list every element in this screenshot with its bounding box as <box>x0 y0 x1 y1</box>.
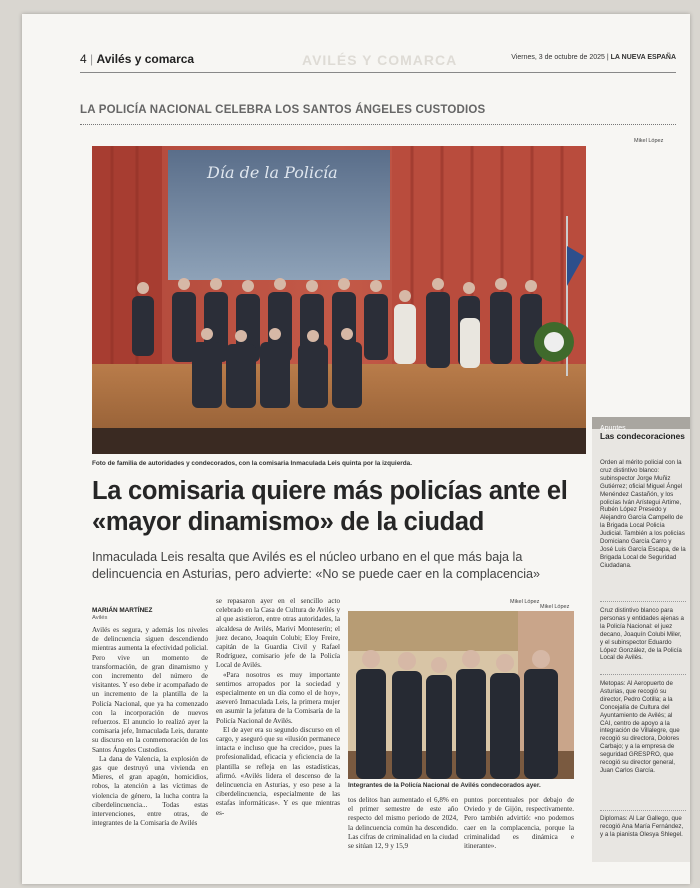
paragraph: puntos porcentuales por debajo de Oviedo y de Gijón, respectivamente. Pero también advirtió: «no podemos caer en la complacencia, porque la criminalidad es dinámica e itinerante». <box>464 796 574 851</box>
sidebar-block-metopas: Metopas: Al Aeropuerto de Asturias, que recogió su director, Pedro Cotilla; a la Concejalía de Cultura del Ayuntamiento de Avilés; al CAI, centro de apoyo a la integración de Villalegre, que recogió su directora, Dolores Carbajo; y a la empresa de seguridad GRESPRO, que recogió su director general, Juan Carlos García. <box>600 680 680 774</box>
topic-banner <box>80 100 676 125</box>
paragraph: Avilés es segura, y además los niveles de delincuencia siguen descendiendo mientras aumenta la efectividad policial. Pero vive un momento de transformación, de gran dinamismo y con incremento del número de visitantes. Y eso debe ir acompañado de un incremento de la plantilla de la Policía Nacional, que ya ha comenzado con la incorporación de nuevos refuerzos. El anuncio lo realizó ayer la comisaria jefe, Inmaculada Leis, durante su discurso en la conmemoración de los Santos Ángeles Custodios. <box>92 626 208 754</box>
paragraph: La dana de Valencia, la explosión de gas que destruyó una vivienda en Mieres, el gran apagón, homicidios, robos, la atención a las víctimas de violencia de género, la lucha contra la ciberdelincuencia... Todas estas intervenciones, entre otras, de integrantes de la Comisaría de Avilés <box>92 754 208 828</box>
author-place: Avilés <box>92 615 108 621</box>
sidebar-block-diplomas: Diplomas: Al Lar Gallego, que recogió Ana María Fernández, y a la pianista Olesya Shlegel. <box>600 815 684 838</box>
issue-date: Viernes, 3 de octubre de 2025 <box>511 54 605 61</box>
newspaper-page <box>22 14 690 884</box>
paragraph: El de ayer era su segundo discurso en el cargo, y aseguró que su «ilusión permanece intacta e incluso que ha crecido», pues la profesionalidad, eficacia y eficiencia de la plantilla se refleja en las estadísticas, afirmó. «Avilés lidera el descenso de la delincuencia en Asturias, y eso pese a la ciberdelincuencia, especialmente de las estafas informáticas». Y es que mientras es- <box>216 725 340 817</box>
topic-title: LA POLICÍA NACIONAL CELEBRA LOS SANTOS ÁNGELES CUSTODIOS <box>80 104 486 116</box>
officers-photo-illustration <box>348 611 574 779</box>
body-column-2 <box>216 597 340 818</box>
body-column-4 <box>464 796 574 851</box>
sidebar-block-cruz: Cruz distintivo blanco para personas y entidades ajenas a la Policía Nacional: el juez decano, Joaquín Colubi Miler, y el subinspector Eduardo López González, de la Policía Local de Avilés. <box>600 607 684 662</box>
officers-photo <box>348 611 574 779</box>
paragraph: se repasaron ayer en el sencillo acto celebrado en la Casa de Cultura de Avilés y al que asistieron, entre otras autoridades, la alcaldesa de Avilés, Mariví Monteserín; el juez decano, Joaquín Colubi; Eloy Freire, capitán de la Guardia Civil y Rafael Rodríguez, comisario jefe de la Policía Local de Avilés. <box>216 597 340 670</box>
apuntes-sidebar <box>592 417 690 862</box>
ceremony-photo-illustration <box>92 146 586 454</box>
main-photo-caption: Foto de familia de autoridades y condecorados, con la comisaria Inmaculada Leis quinta por la izquierda. <box>92 460 412 467</box>
page-header <box>80 50 676 73</box>
divider <box>600 810 686 811</box>
bleed-through-text: AVILÉS Y COMARCA <box>302 52 458 68</box>
author-name: MARIÁN MARTÍNEZ <box>92 607 153 614</box>
divider <box>600 601 686 602</box>
section-name: Avilés y comarca <box>96 52 195 66</box>
sidebar-title: Las condecoraciones <box>600 431 685 441</box>
photo1-credit: Mikel López <box>634 138 664 144</box>
body-column-1 <box>92 626 208 828</box>
date-line: Viernes, 3 de octubre de 2025 | LA NUEVA ESPAÑA <box>511 54 676 61</box>
sidebar-tag: Apuntes <box>592 417 690 429</box>
main-photo <box>92 146 586 454</box>
sidebar-block-merito: Orden al mérito policial con la cruz distintivo blanco: subinspector Jorge Muñiz Gutiérrez; oficial Miguel Ángel Menéndez Castañón, y los policías Iván Arístegui Artime, Rubén López Presedo y Alejandro García Campello de la Brigada Local Policía Judicial. También a los policías Domiciano García Carro y José Luis García Escapa, de la Brigada Local de Seguridad Ciudadana. <box>600 459 686 569</box>
officers-photo-caption: Integrantes de la Policía Nacional de Avilés condecorados ayer. <box>348 782 541 789</box>
screen-title: Día de la Policía <box>207 163 338 182</box>
paper-name: LA NUEVA ESPAÑA <box>610 54 676 61</box>
body-column-3 <box>348 796 458 851</box>
paragraph: tos delitos han aumentado el 6,8% en el primer semestre de este año respecto del mismo periodo de 2024, la delincuencia común ha descendido. Las cifras de criminalidad en la ciudad se sitúan 12, 9 y 15,9 <box>348 796 458 851</box>
divider <box>600 674 686 675</box>
article-subheadline: Inmaculada Leis resalta que Avilés es el núcleo urbano en el que más baja la delincuencia en Asturias, pero advierte: «No se puede caer en la complacencia» <box>92 550 541 581</box>
page-section-label: 4 | Avilés y comarca <box>80 52 195 66</box>
page-number: 4 <box>80 52 87 66</box>
photo2-credit: Mikel López <box>540 604 570 610</box>
sub-credit: Mikel López <box>510 599 540 605</box>
article-headline: La comisaria quiere más policías ante el «mayor dinamismo» de la ciudad <box>92 477 568 536</box>
paragraph: «Para nosotros es muy importante sentirnos arropados por la sociedad y especialmente en un día como el de hoy», aseveró Inmaculada Leis, la primera mujer en asumir la jefatura de la Comisaría de la Policía Nacional de Avilés. <box>216 670 340 725</box>
